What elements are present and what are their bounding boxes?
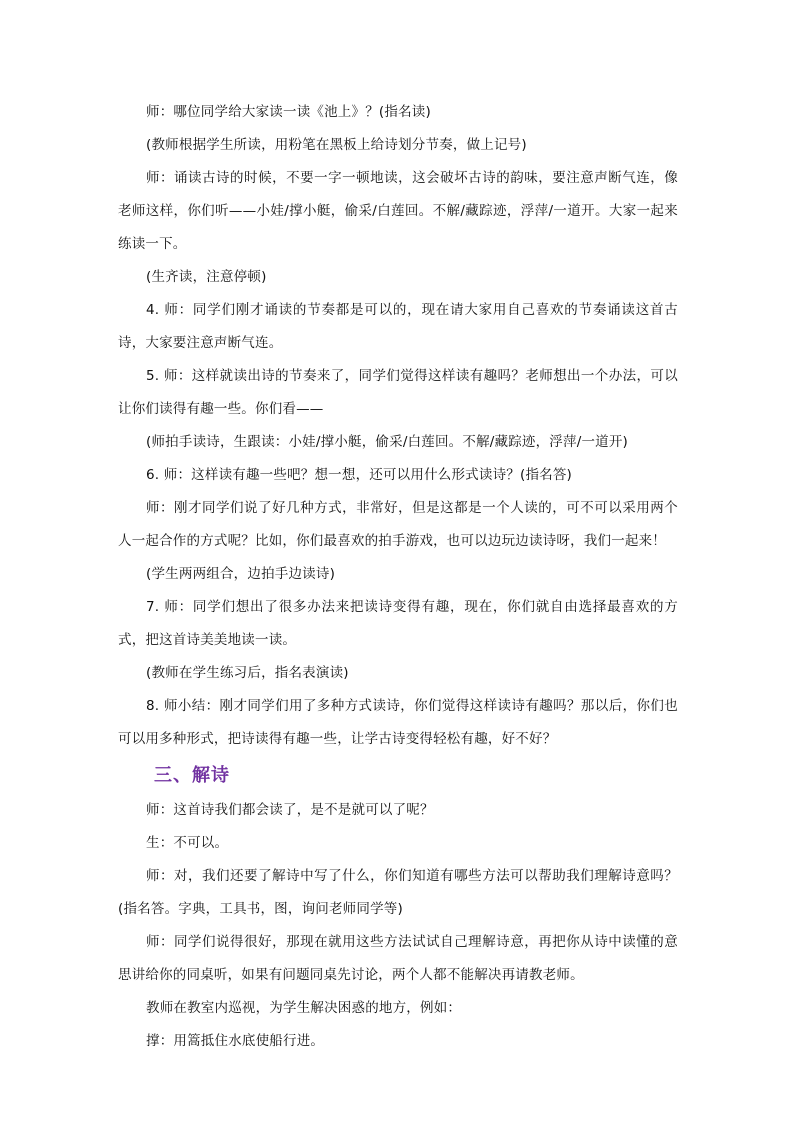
paragraph: (生齐读，注意停顿): [146, 269, 267, 285]
paragraph: 师：对，我们还要了解诗中写了什么，你们知道有哪些方法可以帮助我们理解诗意吗？(指名答。字典，工具书，图，询问老师同学等): [118, 868, 678, 917]
paragraph: 师：哪位同学给大家读一读《池上》？(指名读): [146, 104, 431, 120]
paragraph: 师：诵读古诗的时候，不要一字一顿地读，这会破坏古诗的韵味，要注意声断气连，像老师这样，你们听——小娃/撑小艇，偷采/白莲回。不解/藏踪迹，浮萍/一道开。大家一起来练读一下。: [118, 170, 678, 252]
paragraph: 生：不可以。: [146, 835, 229, 851]
paragraph: 撑：用篙抵住水底使船行进。: [146, 1033, 325, 1049]
paragraph: 师：这首诗我们都会读了，是不是就可以了呢？: [146, 802, 434, 818]
paragraph: 6. 师：这样读有趣一些吧？想一想，还可以用什么形式读诗？(指名答): [146, 467, 573, 483]
paragraph: 师：刚才同学们说了好几种方式，非常好，但是这都是一个人读的，可不可以采用两个人一起合作的方式呢？比如，你们最喜欢的拍手游戏，也可以边玩边读诗呀，我们一起来！: [118, 500, 678, 549]
paragraph: 师：同学们说得很好，那现在就用这些方法试试自己理解诗意，再把你从诗中读懂的意思讲给你的同桌听，如果有问题同桌先讨论，两个人都不能解决再请教老师。: [118, 934, 678, 983]
document-body: [118, 96, 678, 1058]
paragraph: (学生两两组合，边拍手边读诗): [146, 566, 336, 582]
paragraph: 5. 师：这样就读出诗的节奏来了，同学们觉得这样读有趣吗？老师想出一个办法，可以让你们读得有趣一些。你们看——: [118, 368, 678, 417]
section-heading: 三、解诗: [154, 765, 230, 786]
paragraph: (教师在学生练习后，指名表演读): [146, 665, 349, 681]
paragraph: (师拍手读诗，生跟读：小娃/撑小艇，偷采/白莲回。不解/藏踪迹，浮萍/一道开): [146, 434, 629, 450]
paragraph: 8. 师小结：刚才同学们用了多种方式读诗，你们觉得这样读诗有趣吗？那以后，你们也可以用多种形式，把诗读得有趣一些，让学古诗变得轻松有趣，好不好？: [118, 698, 678, 747]
paragraph: 4. 师：同学们刚才诵读的节奏都是可以的，现在请大家用自己喜欢的节奏诵读这首古诗，大家要注意声断气连。: [118, 302, 678, 351]
paragraph: (教师根据学生所读，用粉笔在黑板上给诗划分节奏，做上记号): [146, 137, 527, 153]
paragraph: 7. 师：同学们想出了很多办法来把读诗变得有趣，现在，你们就自由选择最喜欢的方式，把这首诗美美地读一读。: [118, 599, 678, 648]
paragraph: 教师在教室内巡视，为学生解决困惑的地方，例如：: [146, 1000, 462, 1016]
